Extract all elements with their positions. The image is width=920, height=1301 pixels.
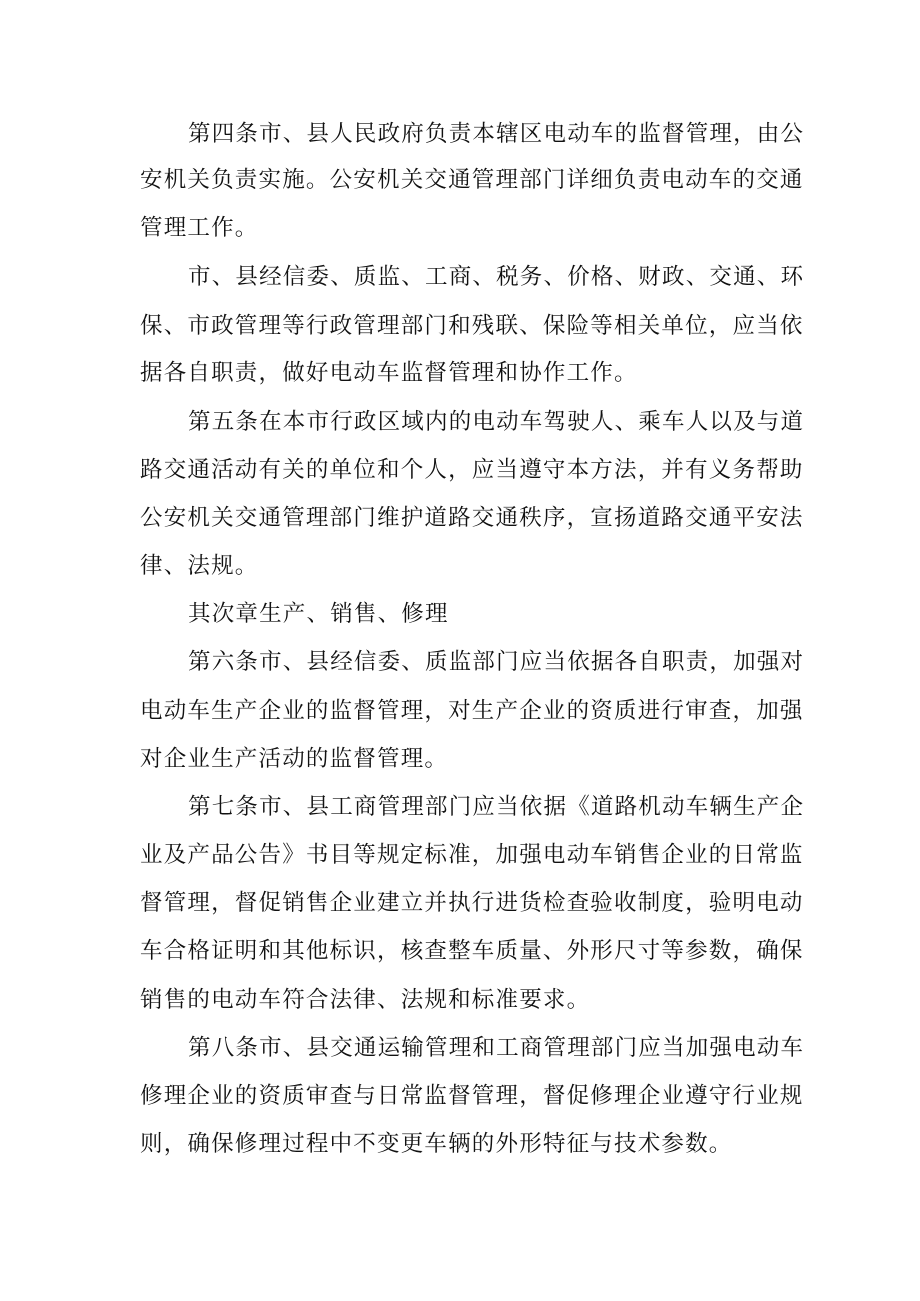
text-line: 销售的电动车符合法律、法规和标准要求。 [140,987,591,1013]
text-line: 第八条市、县交通运输管理和工商管理部门应当加强电动车 [188,1035,805,1061]
text-line: 管理工作。 [140,215,259,241]
text-line: 市、县经信委、质监、工商、税务、价格、财政、交通、环 [188,264,805,290]
text-line: 则，确保修理过程中不变更车辆的外形特征与技术参数。 [140,1131,733,1157]
text-line: 电动车生产企业的监督管理，对生产企业的资质进行审查，加强 [140,698,804,724]
text-line: 保、市政管理等行政管理部门和残联、保险等相关单位，应当依 [140,313,804,339]
text-line: 据各自职责，做好电动车监督管理和协作工作。 [140,360,638,386]
text-line: 车合格证明和其他标识，核查整车质量、外形尺寸等参数，确保 [140,938,804,964]
text-line: 修理企业的资质审查与日常监督管理，督促修理企业遵守行业规 [140,1083,804,1109]
text-line: 业及产品公告》书目等规定标准，加强电动车销售企业的日常监 [140,842,804,868]
chapter-heading: 其次章生产、销售、修理 [188,601,449,627]
text-line: 安机关负责实施。公安机关交通管理部门详细负责电动车的交通 [140,167,804,193]
text-line: 第五条在本市行政区域内的电动车驾驶人、乘车人以及与道 [188,409,805,435]
text-line: 路交通活动有关的单位和个人，应当遵守本方法，并有义务帮助 [140,457,804,483]
text-line: 公安机关交通管理部门维护道路交通秩序，宣扬道路交通平安法 [140,505,804,531]
text-line: 督管理，督促销售企业建立并执行进货检查验收制度，验明电动 [140,890,804,916]
text-line: 第六条市、县经信委、质监部门应当依据各自职责，加强对 [188,649,805,675]
text-line: 对企业生产活动的监督管理。 [140,746,449,772]
text-line: 律、法规。 [140,553,259,579]
text-line: 第四条市、县人民政府负责本辖区电动车的监督管理，由公 [188,121,805,147]
text-line: 第七条市、县工商管理部门应当依据《道路机动车辆生产企 [188,794,805,820]
